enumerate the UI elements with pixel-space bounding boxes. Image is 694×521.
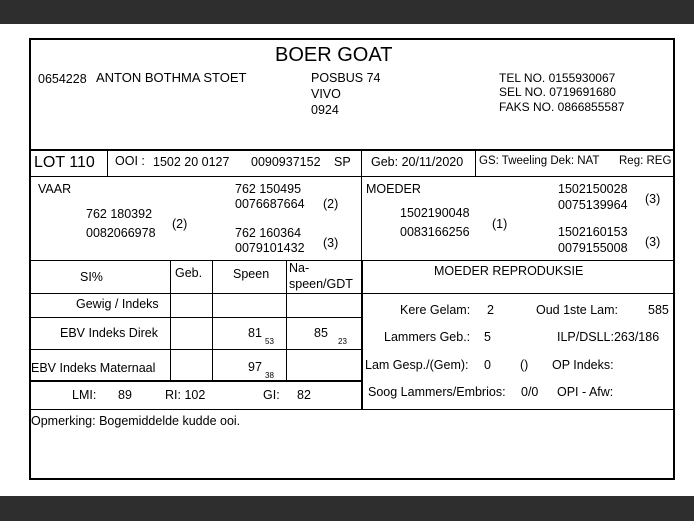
vaar-label: VAAR <box>38 182 72 196</box>
divider <box>29 349 361 350</box>
divider <box>29 317 361 318</box>
maternaal-speen-value: 97 <box>248 360 262 374</box>
direk-naspeen-sub: 23 <box>338 337 347 346</box>
vaar-dam-count: (3) <box>323 236 339 250</box>
tel-number: TEL NO. 0155930067 <box>499 71 616 85</box>
divider <box>29 149 675 151</box>
divider <box>29 260 675 261</box>
breeder-name: ANTON BOTHMA STOET <box>96 70 247 85</box>
divider <box>475 150 476 176</box>
row-label-maternaal: EBV Indeks Maternaal <box>31 361 156 375</box>
remarks: Opmerking: Bogemiddelde kudde ooi. <box>31 414 241 428</box>
lam-gesp-value: 0 <box>484 358 491 372</box>
vaar-dam: 762 160364 <box>235 226 302 240</box>
ri-value: RI: 102 <box>165 388 206 402</box>
naspeen-header-1: Na- <box>289 261 310 275</box>
moeder-id: 0083166256 <box>400 225 470 239</box>
reg-status: Reg: REG <box>619 155 672 167</box>
moeder-label: MOEDER <box>366 182 421 196</box>
moeder-number: 1502190048 <box>400 206 470 220</box>
lot-number: LOT 110 <box>34 154 95 171</box>
vaar-count: (2) <box>172 217 188 231</box>
divider <box>170 260 171 380</box>
vaar-dam-id: 0079101432 <box>235 241 305 255</box>
kere-gelam-label: Kere Gelam: <box>400 303 471 317</box>
moeder-dam-count: (3) <box>645 235 661 249</box>
naspeen-header-2: speen/GDT <box>289 277 353 291</box>
gi-value: 82 <box>297 388 311 402</box>
geb-header: Geb. <box>175 266 203 280</box>
speen-header: Speen <box>233 267 270 281</box>
row-label-direk: EBV Indeks Direk <box>60 326 158 340</box>
ooi-grade: SP <box>334 155 351 169</box>
vaar-sire-id: 0076687664 <box>235 197 305 211</box>
soog-label: Soog Lammers/Embrios: <box>368 385 506 399</box>
divider <box>361 260 363 410</box>
direk-naspeen-value: 85 <box>314 326 328 340</box>
lot-card <box>0 24 694 496</box>
lammers-label: Lammers Geb.: <box>384 330 471 344</box>
divider <box>361 293 675 294</box>
moeder-dam-id: 0079155008 <box>558 241 628 255</box>
divider <box>29 176 675 177</box>
direk-speen-value: 81 <box>248 326 262 340</box>
gi-label: GI: <box>263 388 280 402</box>
op-indeks: OP Indeks: <box>552 358 614 372</box>
opi-afw: OPI - Afw: <box>557 385 614 399</box>
address-line-1: POSBUS 74 <box>311 71 381 85</box>
ooi-id: 0090937152 <box>251 155 321 169</box>
breeder-code: 0654228 <box>38 72 87 86</box>
moeder-dam: 1502160153 <box>558 225 628 239</box>
lam-gesp-label: Lam Gesp./(Gem): <box>365 358 469 372</box>
divider <box>107 150 108 176</box>
lmi-value: 89 <box>118 388 132 402</box>
direk-speen-sub: 53 <box>265 337 274 346</box>
row-label-gewig: Gewig / Indeks <box>76 297 159 311</box>
lmi-label: LMI: <box>72 388 97 402</box>
faks-number: FAKS NO. 0866855587 <box>499 100 625 114</box>
birth-date: Geb: 20/11/2020 <box>371 155 464 169</box>
reproduksie-title: MOEDER REPRODUKSIE <box>434 264 584 278</box>
ooi-number: 1502 20 0127 <box>153 155 230 169</box>
moeder-sire-id: 0075139964 <box>558 198 628 212</box>
divider <box>29 293 361 294</box>
divider <box>361 176 362 260</box>
vaar-id: 0082066978 <box>86 226 156 240</box>
divider <box>212 260 213 380</box>
vaar-number: 762 180392 <box>86 207 153 221</box>
maternaal-speen-sub: 38 <box>265 371 274 380</box>
moeder-count: (1) <box>492 217 508 231</box>
address-line-3: 0924 <box>311 103 339 117</box>
vaar-sire-count: (2) <box>323 197 339 211</box>
moeder-sire-count: (3) <box>645 192 661 206</box>
moeder-sire: 1502150028 <box>558 182 628 196</box>
lam-gesp-gem: () <box>520 358 529 372</box>
ilp-dsll: ILP/DSLL:263/186 <box>557 330 660 344</box>
divider <box>286 260 287 380</box>
kere-gelam-value: 2 <box>487 303 494 317</box>
lammers-value: 5 <box>484 330 491 344</box>
gs-info: GS: Tweeling Dek: NAT <box>479 155 600 167</box>
divider <box>29 380 361 382</box>
divider <box>361 150 362 176</box>
sel-number: SEL NO. 0719691680 <box>499 85 616 99</box>
vaar-sire: 762 150495 <box>235 182 302 196</box>
soog-value: 0/0 <box>521 385 539 399</box>
oud-label: Oud 1ste Lam: <box>536 303 618 317</box>
divider <box>29 409 675 410</box>
si-header: SI% <box>80 270 103 284</box>
ooi-label: OOI : <box>115 154 145 168</box>
address-line-2: VIVO <box>311 87 341 101</box>
oud-value: 585 <box>648 303 669 317</box>
page-title: BOER GOAT <box>275 44 393 66</box>
